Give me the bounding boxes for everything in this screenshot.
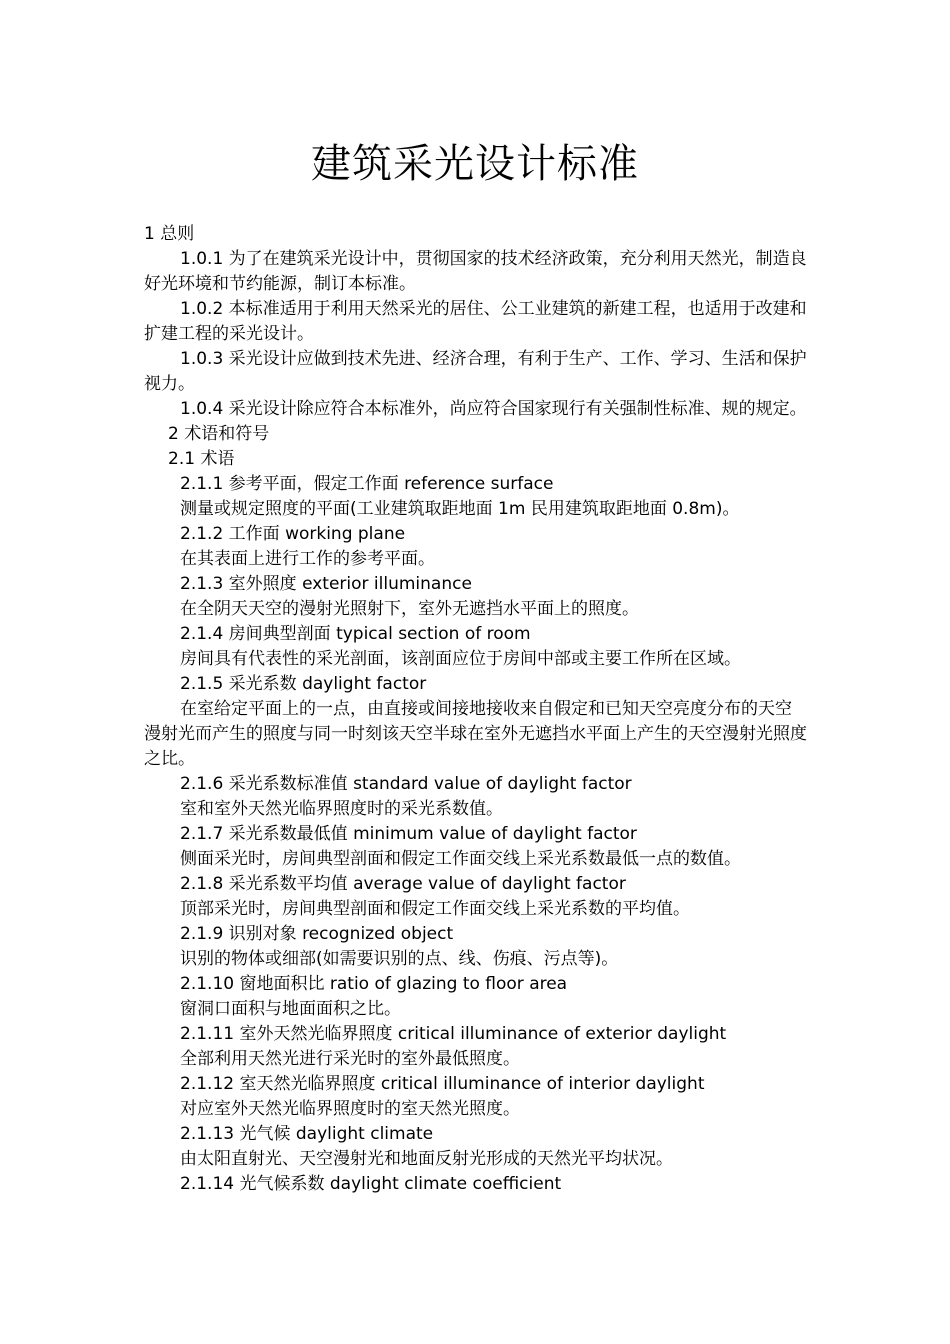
term-heading: 2.1.7 采光系数最低值 minimum value of daylight factor [180,824,637,844]
term-definition: 由太阳直射光、天空漫射光和地面反射光形成的天然光平均状况。 [180,1149,673,1169]
term-heading: 2.1.12 室天然光临界照度 critical illuminance of interior daylight [180,1074,705,1094]
section-heading-terms: 2.1 术语 [168,449,235,469]
term-definition: 在室给定平面上的一点，由直接或间接地接收来自假定和已知天空亮度分布的天空漫射光而产生的照度与同一时刻该天空半球在室外无遮挡水平面上产生的天空漫射光照度之比。 [144,699,807,769]
term-heading: 2.1.3 室外照度 exterior illuminance [180,574,472,594]
term-definition: 在其表面上进行工作的参考平面。 [180,549,435,569]
clause-1-0-4: 1.0.4 采光设计除应符合本标准外，尚应符合国家现行有关强制性标准、规的规定。 [180,399,807,419]
term-heading: 2.1.5 采光系数 daylight factor [180,674,427,694]
term-definition: 识别的物体或细部(如需要识别的点、线、伤痕、污点等)。 [180,949,619,969]
term-heading: 2.1.14 光气候系数 daylight climate coefficient [180,1174,562,1194]
term-definition: 测量或规定照度的平面(工业建筑取距地面 1m 民用建筑取距地面 0.8m)。 [180,499,740,519]
clause-1-0-3: 1.0.3 采光设计应做到技术先进、经济合理，有利于生产、工作、学习、生活和保护视力。 [144,349,807,394]
section-heading-terms-symbols: 2 术语和符号 [168,424,270,444]
term-heading: 2.1.2 工作面 working plane [180,524,406,544]
term-definition: 在全阴天天空的漫射光照射下，室外无遮挡水平面上的照度。 [180,599,639,619]
term-heading: 2.1.1 参考平面，假定工作面 reference surface [180,474,554,494]
section-heading-general: 1 总则 [144,224,195,244]
document-body [144,222,808,1197]
document-title: 建筑采光设计标准 [311,141,639,187]
clause-1-0-2: 1.0.2 本标准适用于利用天然采光的居住、公工业建筑的新建工程，也适用于改建和扩建工程的采光设计。 [144,299,807,344]
term-heading: 2.1.10 窗地面积比 ratio of glazing to floor area [180,974,568,994]
term-heading: 2.1.11 室外天然光临界照度 critical illuminance of exterior daylight [180,1024,727,1044]
term-definition: 侧面采光时，房间典型剖面和假定工作面交线上采光系数最低一点的数值。 [180,849,741,869]
term-heading: 2.1.6 采光系数标准值 standard value of daylight factor [180,774,632,794]
term-definition: 全部利用天然光进行采光时的室外最低照度。 [180,1049,520,1069]
term-definition: 顶部采光时，房间典型剖面和假定工作面交线上采光系数的平均值。 [180,899,690,919]
clause-1-0-1: 1.0.1 为了在建筑采光设计中，贯彻国家的技术经济政策，充分利用天然光，制造良好光环境和节约能源，制订本标准。 [144,249,807,294]
term-definition: 对应室外天然光临界照度时的室天然光照度。 [180,1099,520,1119]
term-heading: 2.1.9 识别对象 recognized object [180,924,454,944]
term-definition: 室和室外天然光临界照度时的采光系数值。 [180,799,503,819]
term-heading: 2.1.8 采光系数平均值 average value of daylight factor [180,874,626,894]
term-definition: 窗洞口面积与地面面积之比。 [180,999,401,1019]
term-heading: 2.1.13 光气候 daylight climate [180,1124,434,1144]
term-definition: 房间具有代表性的采光剖面，该剖面应位于房间中部或主要工作所在区域。 [180,649,741,669]
term-heading: 2.1.4 房间典型剖面 typical section of room [180,624,531,644]
